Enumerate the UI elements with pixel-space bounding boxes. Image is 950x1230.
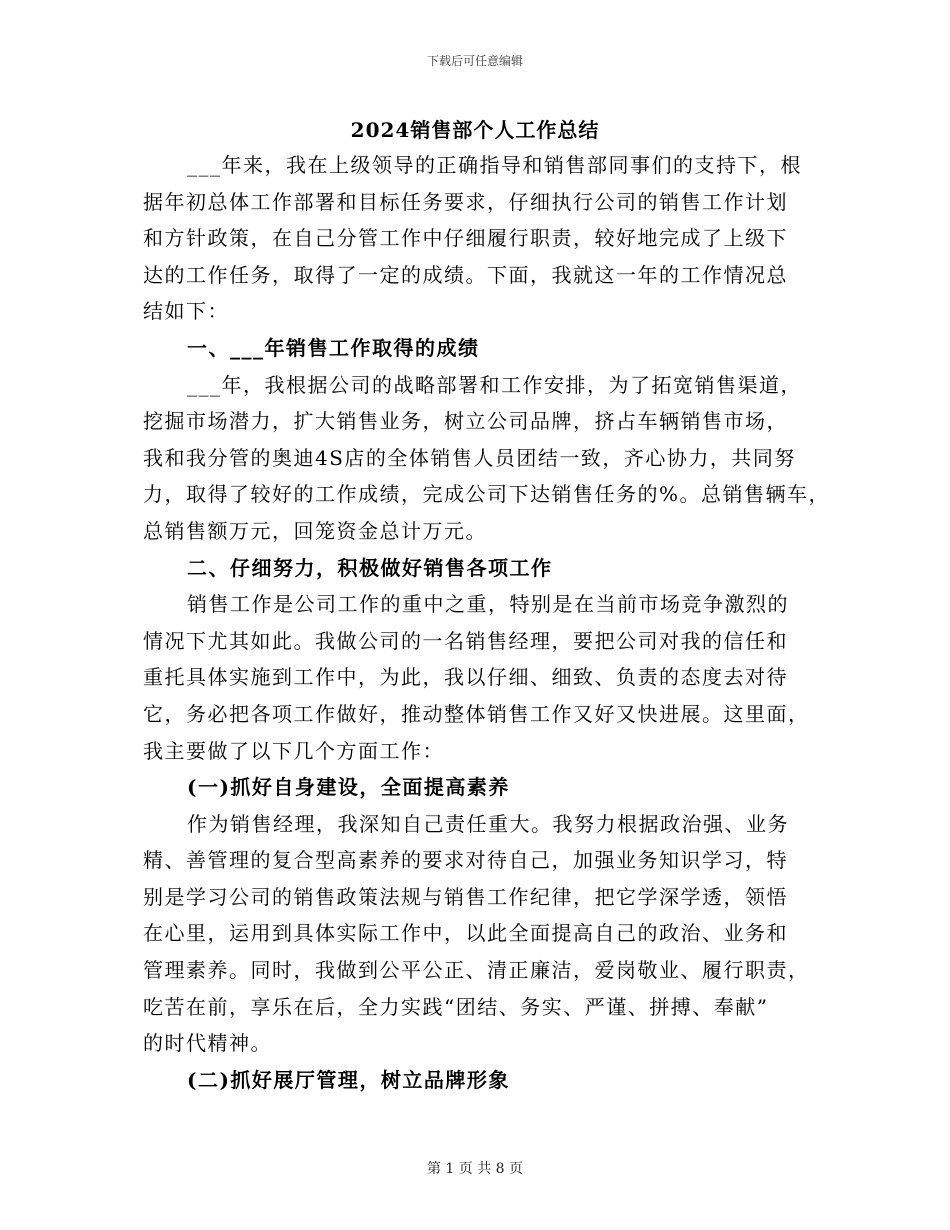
body-line: 的时代精神。 [143,1031,272,1056]
body-line: 情况下尤其如此。我做公司的一名销售经理，要把公司对我的信任和 [143,628,788,653]
document-body [143,150,831,1101]
section-heading-1: 一、___年销售工作取得的成绩 [187,335,480,360]
body-line: 我和我分管的奥迪4S店的全体销售人员团结一致，齐心协力，共同努 [143,445,796,470]
body-line: 作为销售经理，我深知自己责任重大。我努力根据政治强、业务 [187,811,789,836]
body-line: 据年初总体工作部署和目标任务要求，仔细执行公司的销售工作计划 [143,189,788,214]
body-line: 精、善管理的复合型高素养的要求对待自己，加强业务知识学习，特 [143,848,788,873]
body-line: 我主要做了以下几个方面工作： [143,738,444,763]
body-line: 它，务必把各项工作做好，推动整体销售工作又好又快进展。这里面， [143,701,810,726]
body-line: 总销售额万元，回笼资金总计万元。 [143,518,487,543]
section-heading-2: 二、仔细努力，积极做好销售各项工作 [187,555,553,580]
body-line: 别是学习公司的销售政策法规与销售工作纪律，把它学深学透，领悟 [143,884,788,909]
body-line: 管理素养。同时，我做到公平公正、清正廉洁，爱岗敬业、履行职责， [143,958,810,983]
subsection-heading-1: (一)抓好自身建设，全面提高素养 [187,775,510,800]
subsection-heading-2: (二)抓好展厅管理，树立品牌形象 [187,1067,510,1092]
page-footer: 第 1 页 共 8 页 [426,1161,524,1177]
body-line: ___年来，我在上级领导的正确指导和销售部同事们的支持下，根 [187,153,802,177]
body-line: 结如下： [143,299,229,324]
page-header: 下载后可任意编辑 [426,54,523,68]
body-line: 力，取得了较好的工作成绩，完成公司下达销售任务的%。总销售辆车， [143,482,831,507]
body-line: 达的工作任务，取得了一定的成绩。下面，我就这一年的工作情况总 [143,262,788,287]
body-line: 吃苦在前，享乐在后，全力实践“团结、务实、严谨、拼搏、奉献” [143,994,769,1019]
body-line: 和方针政策，在自己分管工作中仔细履行职责，较好地完成了上级下 [143,226,788,251]
body-line: 销售工作是公司工作的重中之重，特别是在当前市场竞争激烈的 [187,592,789,617]
document-title: 2024销售部个人工作总结 [350,118,600,142]
body-line: ___年，我根据公司的战略部署和工作安排，为了拓宽销售渠道， [187,372,802,397]
body-line: 挖掘市场潜力，扩大销售业务，树立公司品牌，挤占车辆销售市场， [143,409,788,434]
body-line: 在心里，运用到具体实际工作中，以此全面提高自己的政治、业务和 [143,921,788,946]
body-line: 重托具体实施到工作中，为此，我以仔细、细致、负责的态度去对待 [143,665,788,690]
